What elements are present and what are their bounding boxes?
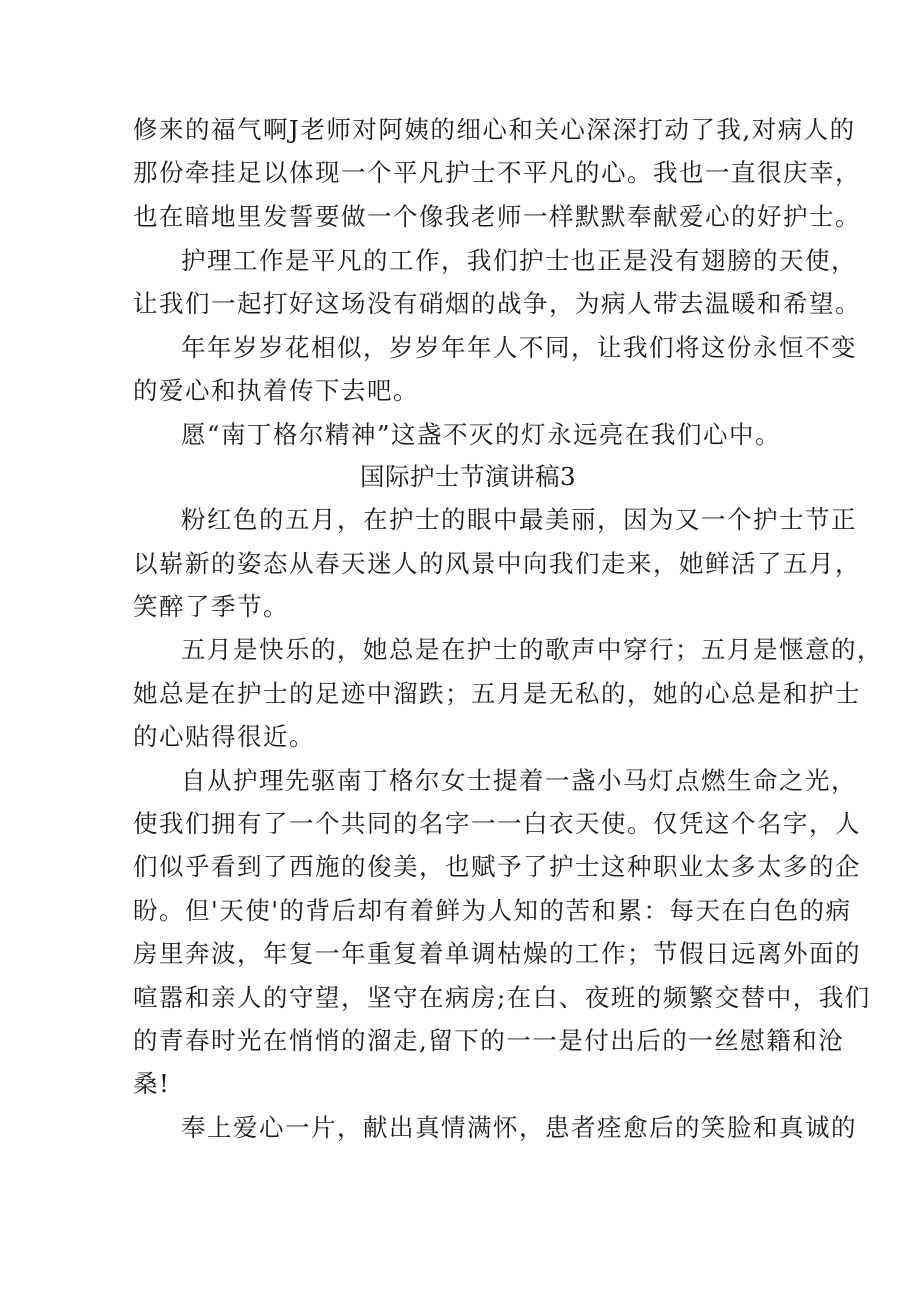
text-line: 使我们拥有了一个共同的名字一一白衣天使。仅凭这个名字，人 bbox=[133, 809, 861, 838]
text-line: 盼。但'天使'的背后却有着鲜为人知的苦和累：每天在白色的病 bbox=[133, 896, 852, 925]
text-line: 那份牵挂足以体现一个平凡护士不平凡的心。我也一直很庆幸， bbox=[133, 158, 861, 187]
paragraph-line: 愿“南丁格尔精神”这盏不灭的灯永远亮在我们心中。 bbox=[181, 420, 782, 449]
paragraph-line: 粉红色的五月，在护士的眼中最美丽，因为又一个护士节正 bbox=[181, 505, 857, 534]
text-line: 喧嚣和亲人的守望，坚守在病房;在白、夜班的频繁交替中，我们 bbox=[133, 983, 871, 1012]
paragraph-line: 五月是快乐的，她总是在护士的歌声中穿行；五月是惬意的， bbox=[181, 635, 883, 664]
paragraph-line: 自从护理先驱南丁格尔女士提着一盏小马灯点燃生命之光， bbox=[181, 766, 857, 795]
text-line: 让我们一起打好这场没有硝烟的战争，为病人带去温暖和希望。 bbox=[133, 289, 861, 318]
text-line: 也在暗地里发誓要做一个像我老师一样默默奉献爱心的好护士。 bbox=[133, 202, 861, 231]
text-line: 笑醉了季节。 bbox=[133, 592, 289, 621]
paragraph-line: 奉上爱心一片，献出真情满怀，患者痊愈后的笑脸和真诚的 bbox=[181, 1113, 857, 1142]
text-line: 修来的福气啊J老师对阿姨的细心和关心深深打动了我,对病人的 bbox=[133, 115, 856, 144]
paragraph-line: 年年岁岁花相似，岁岁年年人不同，让我们将这份永恒不变 bbox=[181, 333, 857, 362]
text-line: 她总是在护士的足迹中溜跌；五月是无私的，她的心总是和护士 bbox=[133, 679, 861, 708]
text-line: 桑! bbox=[133, 1069, 171, 1098]
text-line: 房里奔波，年复一年重复着单调枯燥的工作；节假日远离外面的 bbox=[133, 939, 861, 968]
text-line: 的爱心和执着传下去吧。 bbox=[133, 376, 419, 405]
text-line: 的青春时光在悄悄的溜走,留下的一一是付出后的一丝慰籍和沧 bbox=[133, 1026, 845, 1055]
text-line: 的心贴得很近。 bbox=[133, 722, 315, 751]
text-line: 们似乎看到了西施的俊美，也赋予了护士这种职业太多太多的企 bbox=[133, 852, 861, 881]
paragraph-line: 护理工作是平凡的工作，我们护士也正是没有翅膀的天使， bbox=[181, 246, 857, 275]
text-line: 以崭新的姿态从春天迷人的风景中向我们走来，她鲜活了五月， bbox=[133, 549, 861, 578]
section-title: 国际护士节演讲稿3 bbox=[360, 462, 577, 491]
